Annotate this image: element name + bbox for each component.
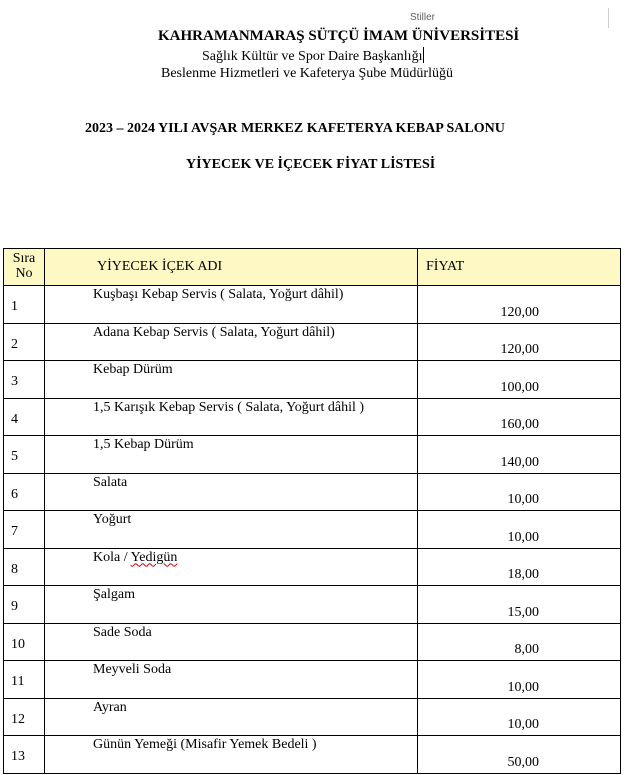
spelling-flagged-word[interactable]: Yedigün [130,549,178,565]
row-number: 3 [4,361,45,399]
row-number: 12 [4,698,45,736]
row-number: 1 [4,286,45,324]
item-name-cell [45,586,418,624]
item-name: Kebap Dürüm [93,362,173,377]
item-price: 140,00 [418,436,621,474]
table-row [4,436,621,474]
row-number: 7 [4,511,45,549]
item-price: 100,00 [418,361,621,399]
document-subtitle: YİYECEK VE İÇECEK FİYAT LİSTESİ [186,157,436,172]
item-name-cell [45,398,418,436]
item-price: 120,00 [418,286,621,324]
table-row [4,511,621,549]
item-name: Adana Kebap Servis ( Salata, Yoğurt dâhil) [93,324,335,340]
table-row [4,736,621,774]
text-cursor [423,47,424,63]
item-name: Günün Yemeği (Misafir Yemek Bedeli ) [93,737,317,752]
row-number: 5 [4,436,45,474]
department-text: Sağlık Kültür ve Spor Daire Başkanlığı [202,49,423,64]
item-name-cell [45,323,418,361]
item-price: 160,00 [418,398,621,436]
row-number: 11 [4,661,45,699]
table-row [4,323,621,361]
item-name-cell [45,361,418,399]
item-price: 10,00 [418,661,621,699]
item-price: 18,00 [418,548,621,586]
row-number: 8 [4,548,45,586]
item-name: 1,5 Kebap Dürüm [93,437,194,452]
table-row [4,623,621,661]
branch-name: Beslenme Hizmetleri ve Kafeterya Şube Müdürlüğü [161,66,453,81]
column-header-price: FİYAT [418,249,621,286]
item-name-prefix: Kola / [93,549,131,565]
item-name: Meyveli Soda [93,662,172,677]
item-name-cell [45,623,418,661]
item-name: Ayran [93,699,127,715]
table-header-row [4,249,621,286]
item-name: Kuşbaşı Kebap Servis ( Salata, Yoğurt dâhil) [93,287,344,302]
row-number: 13 [4,736,45,774]
item-price: 120,00 [418,323,621,361]
table-row [4,548,621,586]
department-name [202,47,424,65]
table-row [4,361,621,399]
item-price: 15,00 [418,586,621,624]
table-row [4,698,621,736]
item-name: Sade Soda [93,624,152,640]
row-number: 10 [4,623,45,661]
column-header-no-line1: Sıra [12,251,36,266]
university-name: KAHRAMANMARAŞ SÜTÇÜ İMAM ÜNİVERSİTESİ [158,28,520,44]
item-name-cell [45,548,418,586]
table-row [4,473,621,511]
item-name-cell [45,661,418,699]
item-price: 10,00 [418,698,621,736]
item-name [93,550,417,566]
item-name-cell [45,286,418,324]
row-number: 9 [4,586,45,624]
column-header-no [4,249,45,286]
item-name: Yoğurt [93,512,132,527]
item-name-cell [45,698,418,736]
ribbon-divider [608,8,609,28]
item-name: 1,5 Karışık Kebap Servis ( Salata, Yoğurt dâhil ) [93,399,365,415]
row-number: 4 [4,398,45,436]
item-name: Şalgam [93,587,135,602]
table-row [4,586,621,624]
table-row [4,661,621,699]
column-header-name: YİYECEK İÇEK ADI [45,249,418,286]
styles-ribbon-label[interactable]: Stiller [410,12,436,23]
item-price: 8,00 [418,623,621,661]
table-row [4,398,621,436]
item-name-cell [45,436,418,474]
row-number: 2 [4,323,45,361]
item-price: 50,00 [418,736,621,774]
document-title: 2023 – 2024 YILI AVŞAR MERKEZ KAFETERYA KEBAP SALONU [85,121,505,136]
item-price: 10,00 [418,511,621,549]
table-row [4,286,621,324]
item-name-cell [45,736,418,774]
item-name-cell [45,511,418,549]
item-name-cell [45,473,418,511]
row-number: 6 [4,473,45,511]
item-name: Salata [93,474,128,490]
price-table [3,248,621,774]
column-header-no-line2: No [15,266,33,281]
item-price: 10,00 [418,473,621,511]
